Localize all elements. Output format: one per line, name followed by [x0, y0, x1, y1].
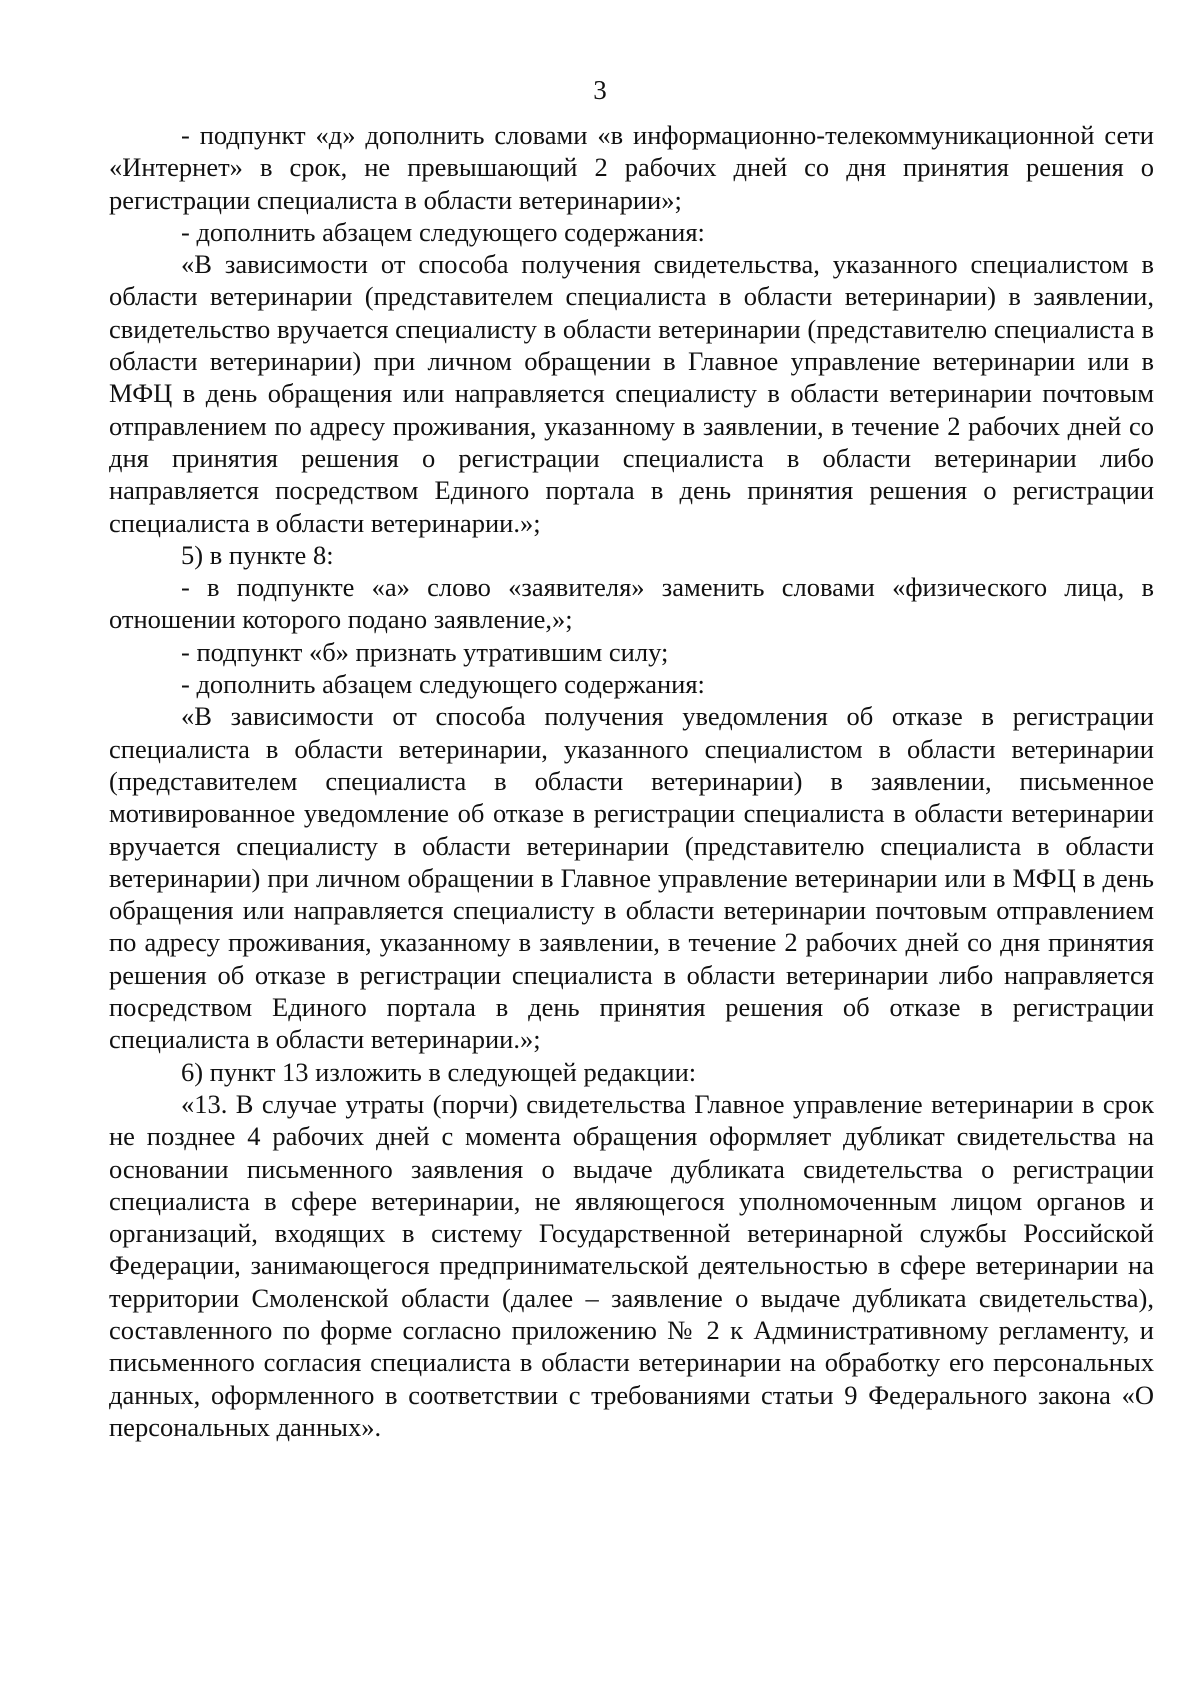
page-number: 3: [593, 75, 607, 105]
paragraph-subitem-d: - подпункт «д» дополнить словами «в информационно-телекоммуникационной сети «Интернет» в срок, не превышающий 2 рабочих дней со дня принятия решения о регистрации специалиста в области ветеринарии»;: [109, 120, 1154, 215]
paragraph-certificate-delivery: «В зависимости от способа получения свидетельства, указанного специалистом в области ветеринарии (представителем специалиста в области ветеринарии) в заявлении, свидетельство вручается специалисту в области ветеринарии (представителю специалиста в области ветеринарии) при личном обращении в Главное управление ветеринарии или в МФЦ в день обращения или направляется специалисту в области ветеринарии почтовым отправлением по адресу проживания, указанному в заявлении, в течение 2 рабочих дней со дня принятия решения о регистрации специалиста в области ветеринарии либо направляется посредством Единого портала в день принятия решения о регистрации специалиста в области ветеринарии.»;: [109, 249, 1154, 538]
paragraph-subitem-a: - в подпункте «а» слово «заявителя» заменить словами «физического лица, в отношении которого подано заявление,»;: [109, 572, 1154, 635]
paragraph-item-6: 6) пункт 13 изложить в следующей редакции:: [181, 1056, 697, 1087]
document-body: [109, 119, 1154, 1443]
paragraph-item-5: 5) в пункте 8:: [181, 539, 334, 570]
paragraph-subitem-b: - подпункт «б» признать утратившим силу;: [181, 636, 669, 667]
paragraph-add-clause-2: - дополнить абзацем следующего содержания:: [181, 669, 705, 700]
paragraph-add-clause: - дополнить абзацем следующего содержания:: [181, 216, 705, 247]
paragraph-refusal-notice: «В зависимости от способа получения уведомления об отказе в регистрации специалиста в области ветеринарии, указанного специалистом в области ветеринарии (представителем специалиста в области ветеринарии) в заявлении, письменное мотивированное уведомление об отказе в регистрации специалиста в области ветеринарии вручается специалисту в области ветеринарии (представителю специалиста в области ветеринарии) при личном обращении в Главное управление ветеринарии или в МФЦ в день обращения или направляется специалисту в области ветеринарии почтовым отправлением по адресу проживания, указанному в заявлении, в течение 2 рабочих дней со дня принятия решения об отказе в регистрации специалиста в области ветеринарии либо направляется посредством Единого портала в день принятия решения об отказе в регистрации специалиста в области ветеринарии.»;: [109, 701, 1154, 1055]
paragraph-item-13: «13. В случае утраты (порчи) свидетельства Главное управление ветеринарии в срок не позднее 4 рабочих дней с момента обращения оформляет дубликат свидетельства на основании письменного заявления о выдаче дубликата свидетельства о регистрации специалиста в сфере ветеринарии, не являющегося уполномоченным лицом органов и организаций, входящих в систему Государственной ветеринарной службы Российской Федерации, занимающегося предпринимательской деятельностью в сфере ветеринарии на территории Смоленской области (далее – заявление о выдаче дубликата свидетельства), составленного по форме согласно приложению № 2 к Административному регламенту, и письменного согласия специалиста в области ветеринарии на обработку его персональных данных, оформленного в соответствии с требованиями статьи 9 Федерального закона «О персональных данных».: [109, 1088, 1154, 1442]
